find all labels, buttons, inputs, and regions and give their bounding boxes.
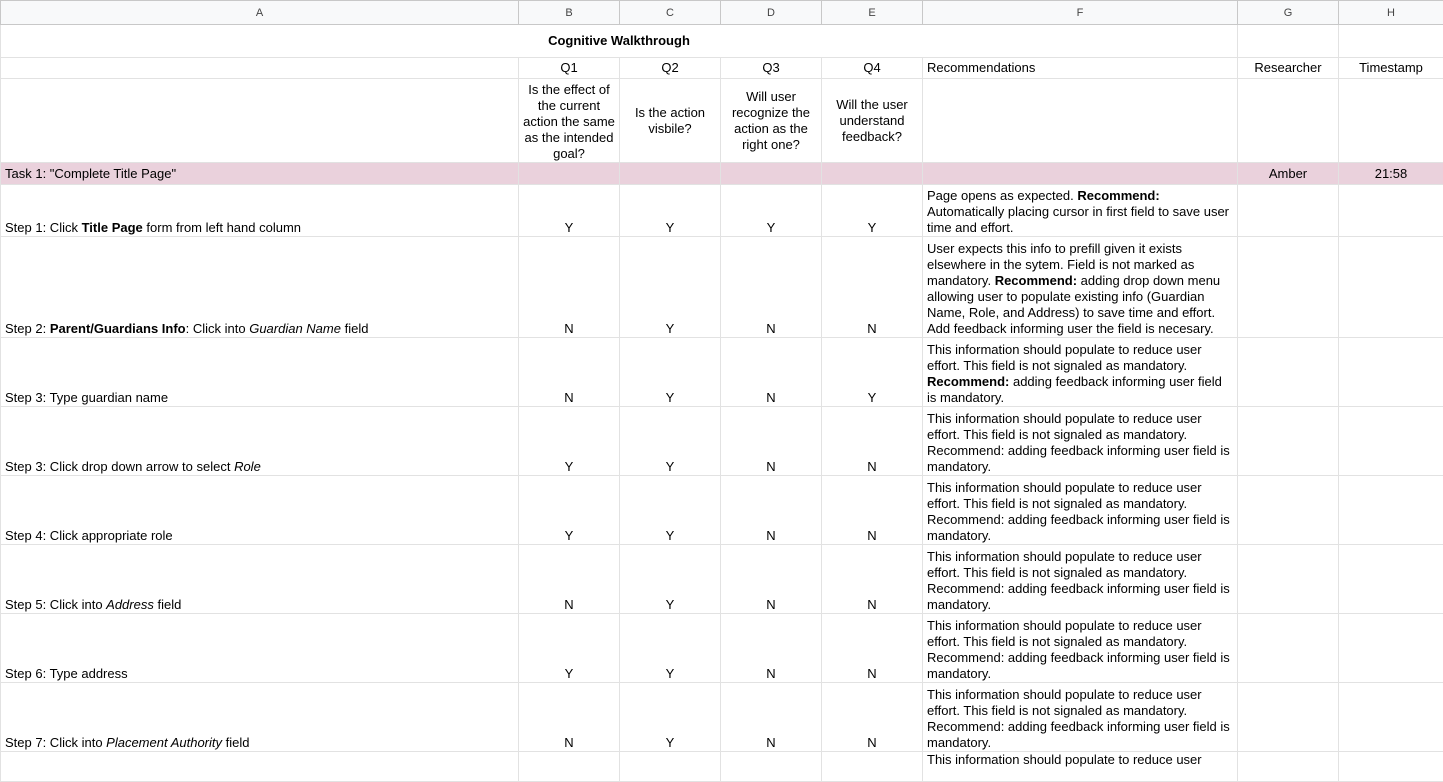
recommendation-pre: User expects this info to prefill given it exists elsewhere in the sytem. Field is not marked as mandatory. — [927, 241, 1194, 288]
answer-q4[interactable]: N — [822, 683, 923, 752]
answer-q2[interactable]: Y — [620, 407, 721, 476]
recommendation-cell[interactable] — [923, 338, 1238, 407]
header-q2[interactable]: Q2 — [620, 58, 721, 79]
answer-q4[interactable]: N — [822, 237, 923, 338]
answer-q1[interactable]: Y — [519, 476, 620, 545]
recommendation-pre: This information should populate to reduce user — [927, 752, 1202, 767]
cell[interactable] — [1238, 545, 1339, 614]
answer-q1[interactable]: N — [519, 237, 620, 338]
answer-q3[interactable]: N — [721, 237, 822, 338]
cell[interactable] — [1339, 338, 1443, 407]
answer-q3[interactable]: N — [721, 545, 822, 614]
question-q4[interactable]: Will the user understand feedback? — [822, 79, 923, 163]
recommendation-cell[interactable] — [923, 407, 1238, 476]
header-q1[interactable]: Q1 — [519, 58, 620, 79]
recommendation-bold: Recommend: — [927, 374, 1009, 389]
cell[interactable] — [1238, 338, 1339, 407]
recommendation-pre: This information should populate to reduce user effort. This field is not signaled as mandatory. — [927, 342, 1202, 373]
cell[interactable] — [1238, 79, 1339, 163]
answer-q2[interactable]: Y — [620, 545, 721, 614]
answer-q3[interactable]: N — [721, 338, 822, 407]
step-label[interactable] — [1, 185, 519, 237]
column-header-b[interactable]: B — [519, 1, 620, 25]
task-researcher[interactable]: Amber — [1238, 163, 1339, 185]
answer-q1[interactable]: Y — [519, 185, 620, 237]
steps-body — [1, 185, 1443, 782]
step-label[interactable] — [1, 614, 519, 683]
answer-q4[interactable]: Y — [822, 338, 923, 407]
answer-q2[interactable]: Y — [620, 338, 721, 407]
step-row — [1, 614, 1443, 683]
column-header-a[interactable]: A — [1, 1, 519, 25]
recommendation-post: adding drop down menu allowing user to populate existing info (Guardian Name, Role, and Address) to save time and effort. Add feedback informing user the field is necesary. — [927, 273, 1220, 336]
cell[interactable] — [923, 163, 1238, 185]
answer-q2[interactable]: Y — [620, 237, 721, 338]
column-header-e[interactable]: E — [822, 1, 923, 25]
cell[interactable] — [1339, 407, 1443, 476]
recommendation-pre: This information should populate to reduce user effort. This field is not signaled as mandatory. Recommend: adding feedback informing user field is mandatory. — [927, 618, 1230, 681]
step-label[interactable] — [1, 752, 519, 782]
recommendation-cell[interactable] — [923, 752, 1238, 782]
step-row — [1, 338, 1443, 407]
answer-q2[interactable] — [620, 752, 721, 782]
cell[interactable] — [519, 163, 620, 185]
cell[interactable] — [1339, 545, 1443, 614]
cell[interactable] — [1339, 752, 1443, 782]
step-label-strong: Parent/Guardians Info — [50, 321, 186, 336]
recommendation-post: adding feedback informing user field is mandatory. — [927, 374, 1222, 405]
step-label-pre: Step 3: Click drop down arrow to select — [5, 459, 234, 474]
question-header-row — [1, 58, 1443, 79]
recommendation-bold: Recommend: — [1077, 188, 1159, 203]
cell[interactable] — [822, 163, 923, 185]
step-row — [1, 407, 1443, 476]
step-label[interactable] — [1, 407, 519, 476]
cell[interactable] — [1, 79, 519, 163]
answer-q3[interactable] — [721, 752, 822, 782]
answer-q1[interactable]: Y — [519, 614, 620, 683]
answer-q4[interactable] — [822, 752, 923, 782]
question-text-row — [1, 79, 1443, 163]
answer-q2[interactable]: Y — [620, 683, 721, 752]
step-label-pre: Step 2: — [5, 321, 50, 336]
column-header-row — [1, 1, 1443, 25]
recommendation-cell[interactable] — [923, 545, 1238, 614]
sheet-title[interactable]: Cognitive Walkthrough — [1, 25, 1238, 58]
answer-q4[interactable]: N — [822, 476, 923, 545]
cell[interactable] — [1238, 683, 1339, 752]
recommendation-cell[interactable] — [923, 185, 1238, 237]
cell[interactable] — [1339, 683, 1443, 752]
step-label[interactable] — [1, 683, 519, 752]
column-header-g[interactable]: G — [1238, 1, 1339, 25]
step-label-em: Address — [106, 597, 154, 612]
question-q3[interactable]: Will user recognize the action as the right one? — [721, 79, 822, 163]
recommendation-pre: This information should populate to reduce user effort. This field is not signaled as mandatory. Recommend: adding feedback informing user field is mandatory. — [927, 411, 1230, 474]
cell[interactable] — [1339, 185, 1443, 237]
answer-q2[interactable]: Y — [620, 614, 721, 683]
cell[interactable] — [1238, 476, 1339, 545]
step-label-pre: Step 4: Click appropriate role — [5, 528, 173, 543]
recommendation-bold: Recommend: — [995, 273, 1077, 288]
cell[interactable] — [1, 58, 519, 79]
answer-q1[interactable] — [519, 752, 620, 782]
cell[interactable] — [620, 163, 721, 185]
answer-q4[interactable]: N — [822, 407, 923, 476]
answer-q3[interactable]: N — [721, 683, 822, 752]
recommendation-cell[interactable] — [923, 614, 1238, 683]
step-label-post: field — [222, 735, 249, 750]
recommendation-cell[interactable] — [923, 237, 1238, 338]
header-researcher[interactable]: Researcher — [1238, 58, 1339, 79]
step-label-strong: Title Page — [82, 220, 143, 235]
question-q1[interactable]: Is the effect of the current action the same as the intended goal? — [519, 79, 620, 163]
task-timestamp[interactable]: 21:58 — [1339, 163, 1443, 185]
recommendation-pre: This information should populate to reduce user effort. This field is not signaled as mandatory. Recommend: adding feedback informing user field is mandatory. — [927, 687, 1230, 750]
step-label-em: Guardian Name — [249, 321, 341, 336]
column-header-c[interactable]: C — [620, 1, 721, 25]
column-header-h[interactable]: H — [1339, 1, 1443, 25]
column-header-f[interactable]: F — [923, 1, 1238, 25]
step-label[interactable] — [1, 545, 519, 614]
answer-q3[interactable]: N — [721, 614, 822, 683]
step-label[interactable] — [1, 476, 519, 545]
header-q4[interactable]: Q4 — [822, 58, 923, 79]
task-row — [1, 163, 1443, 185]
answer-q3[interactable]: N — [721, 476, 822, 545]
step-label[interactable] — [1, 237, 519, 338]
step-label-mid: form from left hand column — [143, 220, 301, 235]
step-label-pre: Step 5: Click into — [5, 597, 106, 612]
recommendation-cell[interactable] — [923, 683, 1238, 752]
cell[interactable] — [1339, 237, 1443, 338]
cell[interactable] — [1238, 752, 1339, 782]
answer-q1[interactable]: N — [519, 683, 620, 752]
cell[interactable] — [1238, 237, 1339, 338]
answer-q1[interactable]: Y — [519, 407, 620, 476]
cell[interactable] — [721, 163, 822, 185]
question-q2[interactable]: Is the action visbile? — [620, 79, 721, 163]
step-label-pre: Step 1: Click — [5, 220, 82, 235]
cell[interactable] — [923, 79, 1238, 163]
step-label-em: Role — [234, 459, 261, 474]
header-q3[interactable]: Q3 — [721, 58, 822, 79]
step-label-mid: : Click into — [186, 321, 250, 336]
step-label-em: Placement Authority — [106, 735, 222, 750]
header-timestamp[interactable]: Timestamp — [1339, 58, 1443, 79]
answer-q4[interactable]: N — [822, 614, 923, 683]
step-row — [1, 545, 1443, 614]
step-row — [1, 237, 1443, 338]
step-row — [1, 752, 1443, 782]
answer-q4[interactable]: Y — [822, 185, 923, 237]
recommendation-post: Automatically placing cursor in first field to save user time and effort. — [927, 204, 1229, 235]
cell[interactable] — [1339, 476, 1443, 545]
step-label-post: field — [341, 321, 368, 336]
header-recommendations[interactable]: Recommendations — [923, 58, 1238, 79]
task-label[interactable]: Task 1: "Complete Title Page" — [1, 163, 519, 185]
answer-q1[interactable]: N — [519, 338, 620, 407]
cell[interactable] — [1339, 25, 1443, 58]
step-label-pre: Step 7: Click into — [5, 735, 106, 750]
answer-q2[interactable]: Y — [620, 476, 721, 545]
answer-q2[interactable]: Y — [620, 185, 721, 237]
cell[interactable] — [1339, 79, 1443, 163]
step-label[interactable] — [1, 338, 519, 407]
title-row — [1, 25, 1443, 58]
step-row — [1, 476, 1443, 545]
cell[interactable] — [1238, 407, 1339, 476]
cell[interactable] — [1339, 614, 1443, 683]
step-label-pre: Step 3: Type guardian name — [5, 390, 168, 405]
recommendation-pre: Page opens as expected. — [927, 188, 1077, 203]
recommendation-pre: This information should populate to reduce user effort. This field is not signaled as mandatory. Recommend: adding feedback informing user field is mandatory. — [927, 480, 1230, 543]
answer-q3[interactable]: Y — [721, 185, 822, 237]
step-row — [1, 185, 1443, 237]
step-label-post: field — [154, 597, 181, 612]
cell[interactable] — [1238, 614, 1339, 683]
cell[interactable] — [1238, 185, 1339, 237]
answer-q1[interactable]: N — [519, 545, 620, 614]
answer-q3[interactable]: N — [721, 407, 822, 476]
recommendation-pre: This information should populate to reduce user effort. This field is not signaled as mandatory. Recommend: adding feedback informing user field is mandatory. — [927, 549, 1230, 612]
step-label-pre: Step 6: Type address — [5, 666, 128, 681]
recommendation-cell[interactable] — [923, 476, 1238, 545]
step-row — [1, 683, 1443, 752]
answer-q4[interactable]: N — [822, 545, 923, 614]
cell[interactable] — [1238, 25, 1339, 58]
column-header-d[interactable]: D — [721, 1, 822, 25]
